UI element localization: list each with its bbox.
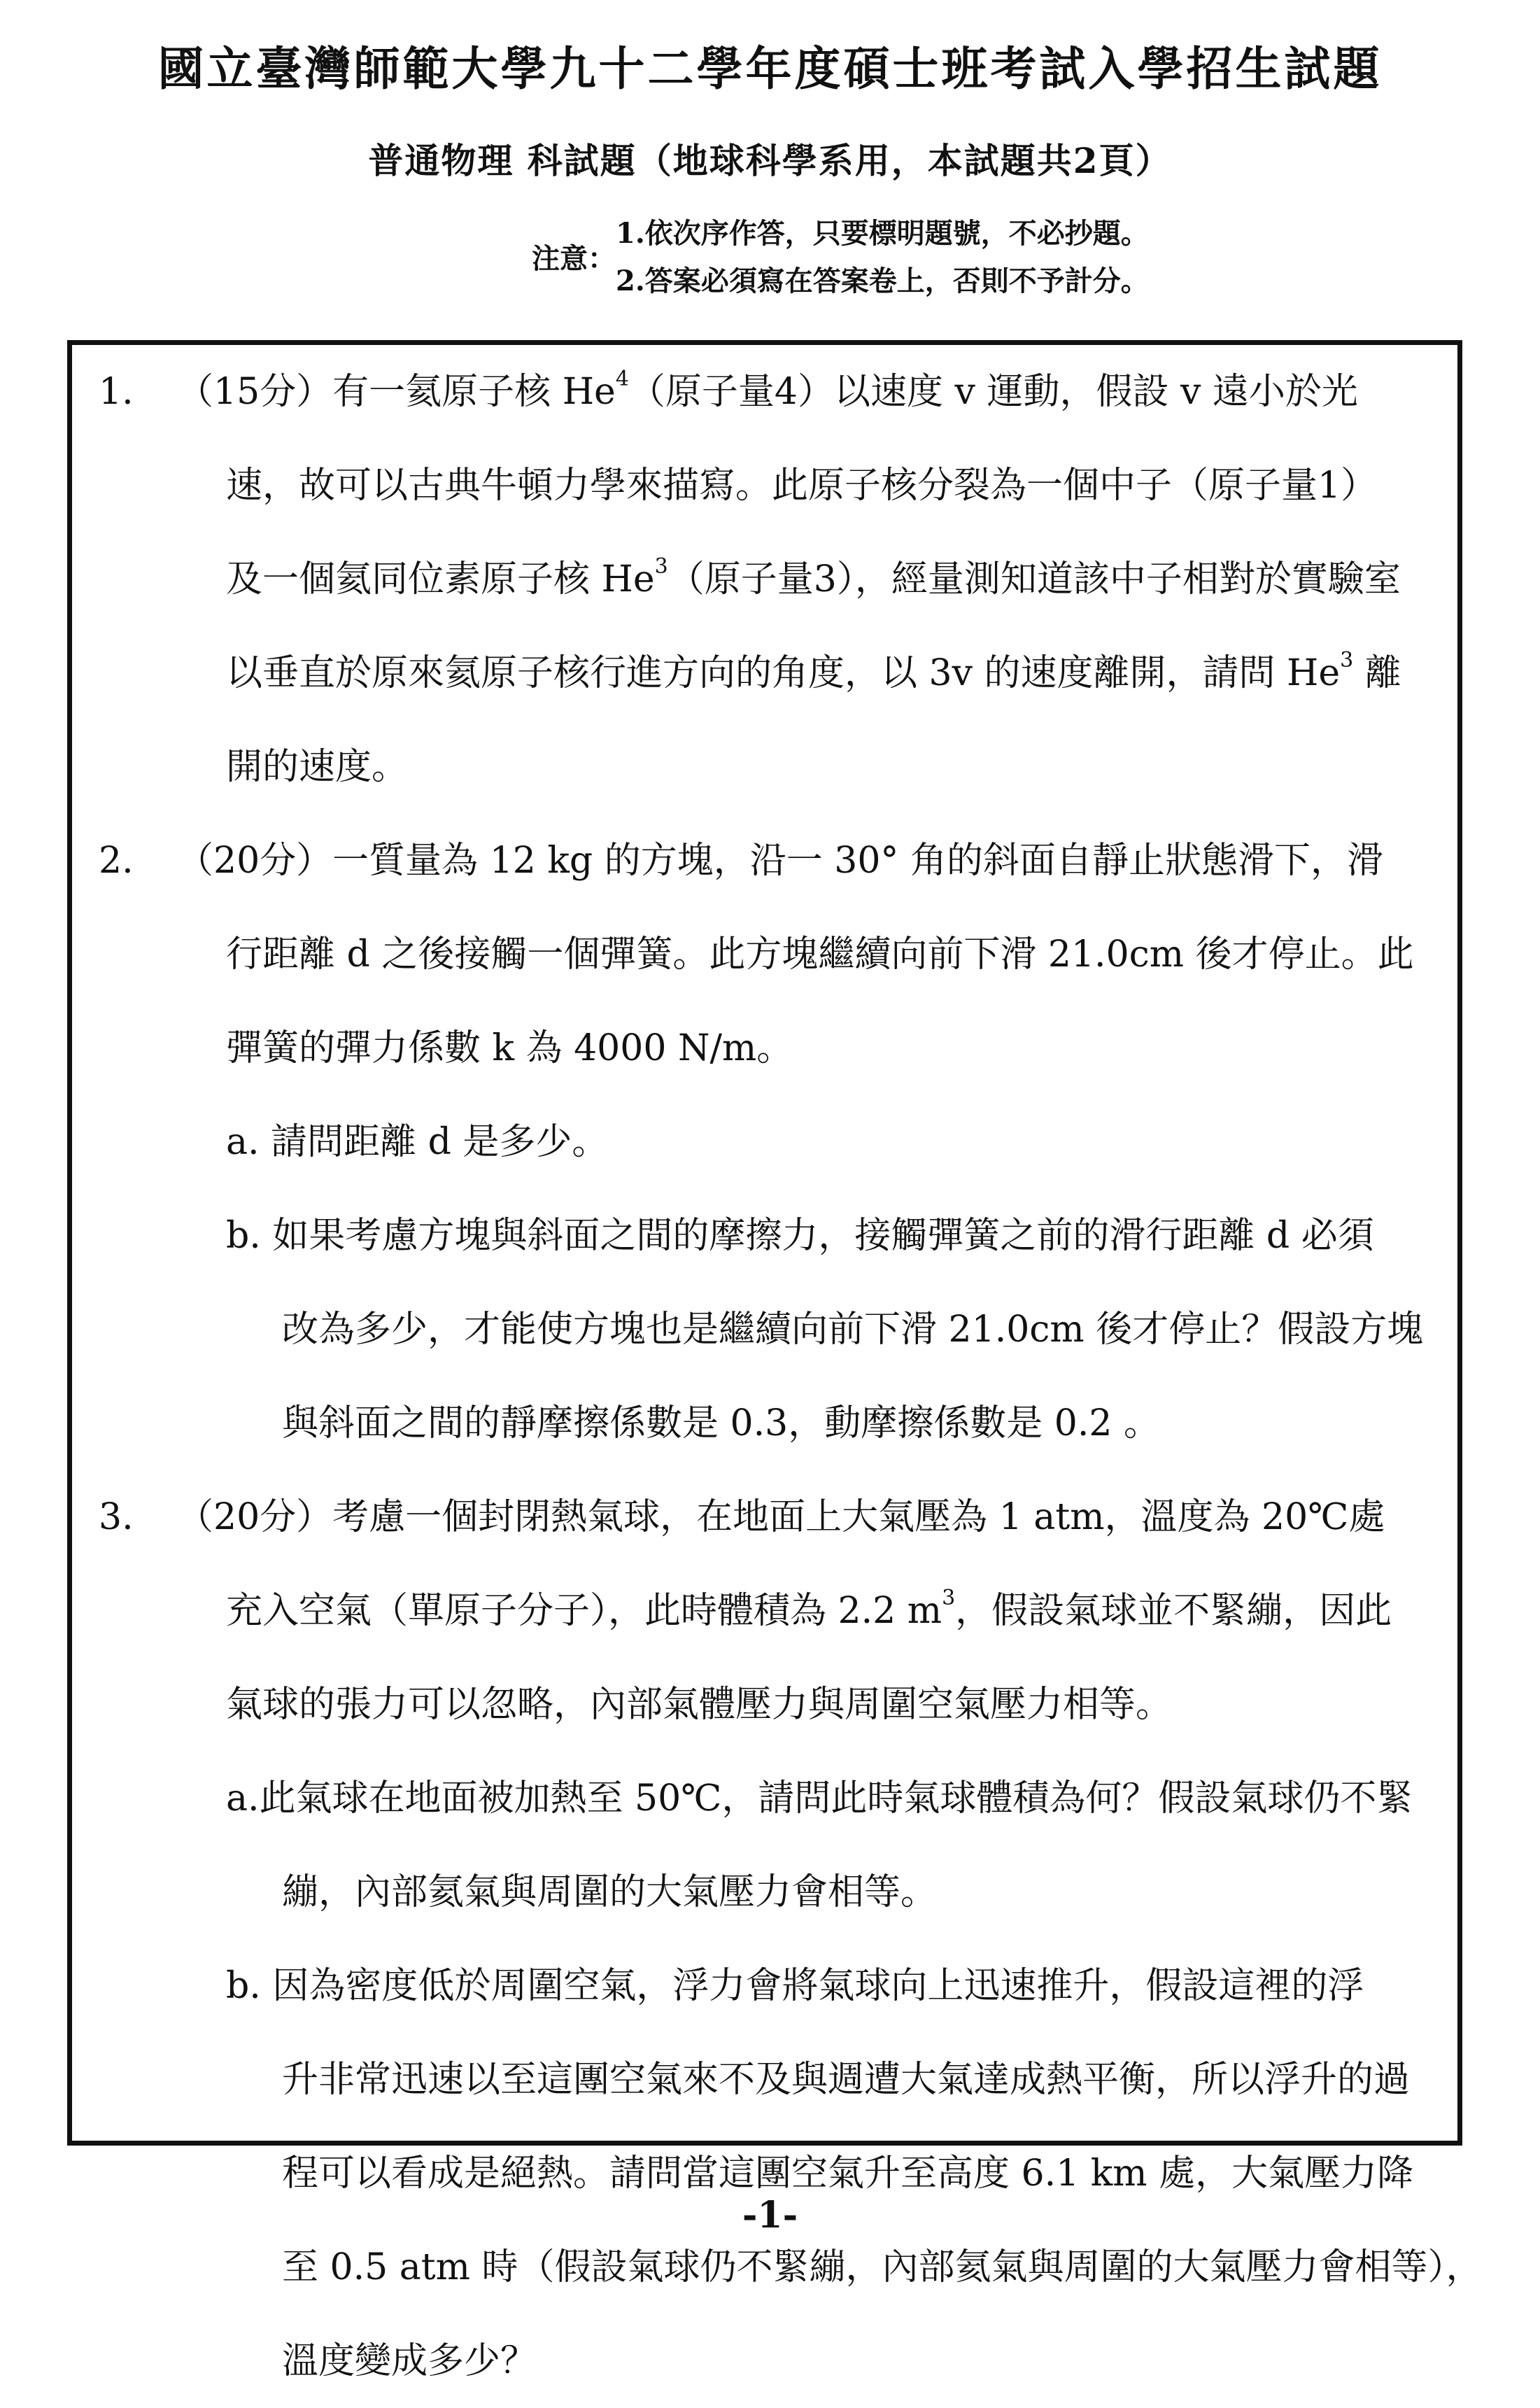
question-line: 氣球的張力可以忽略，內部氣體壓力與周圍空氣壓力相等。 [226, 1684, 1173, 1726]
question-line: 彈簧的彈力係數 k 為 4000 N/m。 [226, 1027, 793, 1069]
question-line: 開的速度。 [226, 746, 409, 788]
exam-title: 國立臺灣師範大學九十二學年度碩士班考試入學招生試題 [157, 41, 1383, 96]
exam-subtitle: 普通物理 科試題（地球科學系用，本試題共2頁） [368, 140, 1172, 181]
question-line: 程可以看成是絕熱。請問當這團空氣升至高度 6.1 km 處，大氣壓力降 [282, 2153, 1414, 2195]
question-subpart-a: a.此氣球在地面被加熱至 50℃，請問此時氣球體積為何？假設氣球仍不緊 [226, 1777, 1413, 1819]
instructions-list [616, 210, 1149, 305]
question-line: 及一個氦同位素原子核 He$^3$（原子量3），經量測知道該中子相對於實驗室 [226, 554, 1401, 600]
question-line: 速，故可以古典牛頓力學來描寫。此原子核分裂為一個中子（原子量1） [226, 465, 1378, 507]
instructions-label: 注意： [532, 242, 616, 275]
question-line: （20分）考慮一個封閉熱氣球，在地面上大氣壓為 1 atm，溫度為 20℃處 [177, 1496, 1385, 1538]
question-number: 3. [99, 1496, 134, 1538]
question-number: 2. [99, 840, 134, 882]
question-line: 充入空氣（單原子分子），此時體積為 2.2 $m^3$，假設氣球並不緊繃，因此 [226, 1586, 1392, 1632]
instruction-item: 2.答案必須寫在答案卷上，否則不予計分。 [616, 265, 1149, 297]
question-line: 行距離 d 之後接觸一個彈簧。此方塊繼續向前下滑 21.0cm 後才停止。此 [226, 934, 1414, 976]
question-line: 至 0.5 atm 時（假設氣球仍不緊繃，內部氦氣與周圍的大氣壓力會相等）， [282, 2246, 1483, 2288]
question-number: 1. [99, 371, 134, 413]
question-line: （15分）有一氦原子核 He$^4$（原子量4）以速度 v 運動，假設 v 遠小於光 [177, 367, 1358, 413]
instruction-item: 1.依次序作答，只要標明題號，不必抄題。 [616, 217, 1149, 250]
question-line: 與斜面之間的靜摩擦係數是 0.3，動摩擦係數是 0.2 。 [282, 1402, 1160, 1444]
instructions [532, 210, 1371, 308]
question-frame [67, 340, 1483, 2382]
question-line: （20分）一質量為 12 kg 的方塊，沿一 30° 角的斜面自靜止狀態滑下，滑 [177, 840, 1383, 882]
question-line: 改為多少，才能使方塊也是繼續向前下滑 21.0cm 後才停止？假設方塊 [282, 1309, 1424, 1351]
question-line: 繃，內部氦氣與周圍的大氣壓力會相等。 [282, 1871, 938, 1913]
question-subpart-a: a. 請問距離 d 是多少。 [226, 1121, 609, 1163]
question-subpart-b: b. 因為密度低於周圍空氣，浮力會將氣球向上迅速推升，假設這裡的浮 [226, 1965, 1364, 2007]
question-line: 升非常迅速以至這團空氣來不及與週遭大氣達成熱平衡，所以浮升的過 [282, 2059, 1411, 2101]
question-line: 以垂直於原來氦原子核行進方向的角度，以 3v 的速度離開，請問 He$^3$ 離 [226, 648, 1401, 694]
page-number: -1- [742, 2194, 798, 2237]
question-line: 溫度變成多少？ [282, 2340, 537, 2382]
question-subpart-b: b. 如果考慮方塊與斜面之間的摩擦力，接觸彈簧之前的滑行距離 d 必須 [226, 1215, 1374, 1257]
